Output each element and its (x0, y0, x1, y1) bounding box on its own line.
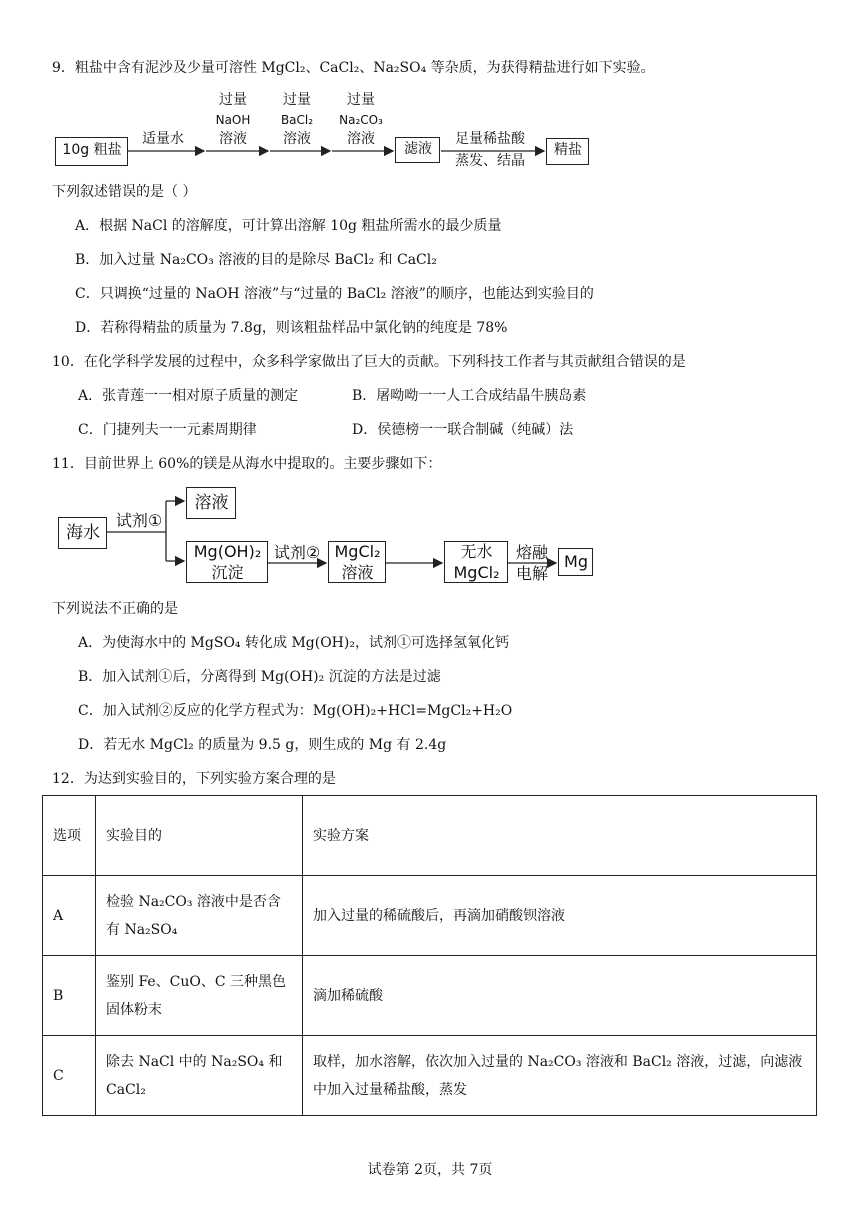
crude-salt-label: 10g 粗盐 (62, 142, 122, 158)
q9-option-c: C．只调换“过量的 NaOH 溶液”与“过量的 BaCl₂ 溶液”的顺序，也能达到实验目的 (75, 286, 594, 302)
step5-top: 足量稀盐酸 (455, 131, 525, 147)
table-row (43, 956, 817, 1036)
step1-label: 适量水 (142, 131, 184, 147)
q12-stem: 12．为达到实验目的，下列实验方案合理的是 (52, 771, 336, 787)
solution-label: 溶液 (194, 493, 229, 513)
mgoh2-bot: 沉淀 (211, 563, 244, 582)
row-c-plan: 取样，加水溶解，依次加入过量的 Na₂CO₃ 溶液和 BaCl₂ 溶液，过滤，向滤液中加入过量稀盐酸，蒸发 (303, 1036, 817, 1116)
q12-table (42, 795, 817, 1116)
row-c-option: C (43, 1036, 96, 1116)
row-a-plan: 加入过量的稀硫酸后，再滴加硝酸钡溶液 (303, 876, 817, 956)
step3-top: 过量 (283, 92, 311, 108)
mgcl2-bot: 溶液 (341, 563, 374, 582)
row-b-option: B (43, 956, 96, 1036)
q10-option-b: B．屠呦呦一一人工合成结晶牛胰岛素 (352, 388, 587, 404)
anhydrous-bot: MgCl₂ (453, 563, 500, 582)
q9-stem: 9．粗盐中含有泥沙及少量可溶性 MgCl₂、CaCl₂、Na₂SO₄ 等杂质，为获得精盐进行如下实验。 (52, 60, 655, 76)
mgcl2-top: MgCl₂ (334, 542, 381, 561)
row-a-option: A (43, 876, 96, 956)
q11-option-d: D．若无水 MgCl₂ 的质量为 9.5 g，则生成的 Mg 有 2.4g (78, 737, 447, 753)
row-a-purpose: 检验 Na₂CO₃ 溶液中是否含有 Na₂SO₄ (96, 876, 303, 956)
mgoh2-top: Mg(OH)₂ (193, 542, 262, 561)
step5-bot: 蒸发、结晶 (455, 153, 525, 169)
table-row (43, 1036, 817, 1116)
filtrate-label: 滤液 (404, 141, 432, 157)
step3-mid: BaCl₂ (280, 113, 314, 127)
reagent1-label: 试剂① (115, 511, 163, 530)
table-header-row (43, 796, 817, 876)
header-plan: 实验方案 (303, 796, 817, 876)
q11-option-c: C．加入试剂②反应的化学方程式为：Mg(OH)₂+HCl=MgCl₂+H₂O (78, 703, 513, 719)
seawater-label: 海水 (66, 523, 100, 543)
q11-stem: 11．目前世界上 60%的镁是从海水中提取的。主要步骤如下： (52, 456, 442, 472)
anhydrous-top: 无水 (460, 542, 493, 561)
step4-top: 过量 (347, 92, 375, 108)
q10-option-a: A．张青莲一一相对原子质量的测定 (78, 388, 299, 404)
melt-bot: 电解 (515, 564, 548, 583)
table-row (43, 876, 817, 956)
reagent2-label: 试剂② (273, 543, 321, 562)
q11-prompt: 下列说法不正确的是 (52, 601, 178, 617)
row-c-purpose: 除去 NaCl 中的 Na₂SO₄ 和 CaCl₂ (96, 1036, 303, 1116)
mg-label: Mg (564, 552, 588, 571)
q10-option-d: D．侯德榜一一联合制碱（纯碱）法 (352, 422, 574, 438)
header-option: 选项 (43, 796, 96, 876)
step3-bot: 溶液 (283, 131, 311, 147)
q9-option-b: B．加入过量 Na₂CO₃ 溶液的目的是除尽 BaCl₂ 和 CaCl₂ (75, 252, 437, 268)
q9-prompt: 下列叙述错误的是（ ） (52, 184, 197, 200)
melt-top: 熔融 (515, 543, 548, 562)
q10-stem: 10．在化学科学发展的过程中，众多科学家做出了巨大的贡献。下列科技工作者与其贡献组合错误的是 (52, 354, 686, 370)
q9-option-a: A．根据 NaCl 的溶解度，可计算出溶解 10g 粗盐所需水的最少质量 (75, 218, 502, 234)
q9-option-d: D．若称得精盐的质量为 7.8g，则该粗盐样品中氯化钠的纯度是 78% (75, 320, 508, 336)
step4-bot: 溶液 (347, 131, 375, 147)
row-b-plan: 滴加稀硫酸 (303, 956, 817, 1036)
q10-option-c: C．门捷列夫一一元素周期律 (78, 422, 257, 438)
header-purpose: 实验目的 (96, 796, 303, 876)
refined-salt-label: 精盐 (554, 142, 582, 158)
step4-mid: Na₂CO₃ (339, 113, 383, 127)
row-b-purpose: 鉴别 Fe、CuO、C 三种黑色固体粉末 (96, 956, 303, 1036)
step2-bot: 溶液 (219, 131, 247, 147)
step2-top: 过量 (219, 92, 247, 108)
step2-mid: NaOH (215, 113, 251, 127)
q11-option-b: B．加入试剂①后，分离得到 Mg(OH)₂ 沉淀的方法是过滤 (78, 669, 441, 685)
page-footer: 试卷第 2页，共 7页 (367, 1162, 493, 1178)
q11-option-a: A．为使海水中的 MgSO₄ 转化成 Mg(OH)₂，试剂①可选择氢氧化钙 (78, 635, 509, 651)
